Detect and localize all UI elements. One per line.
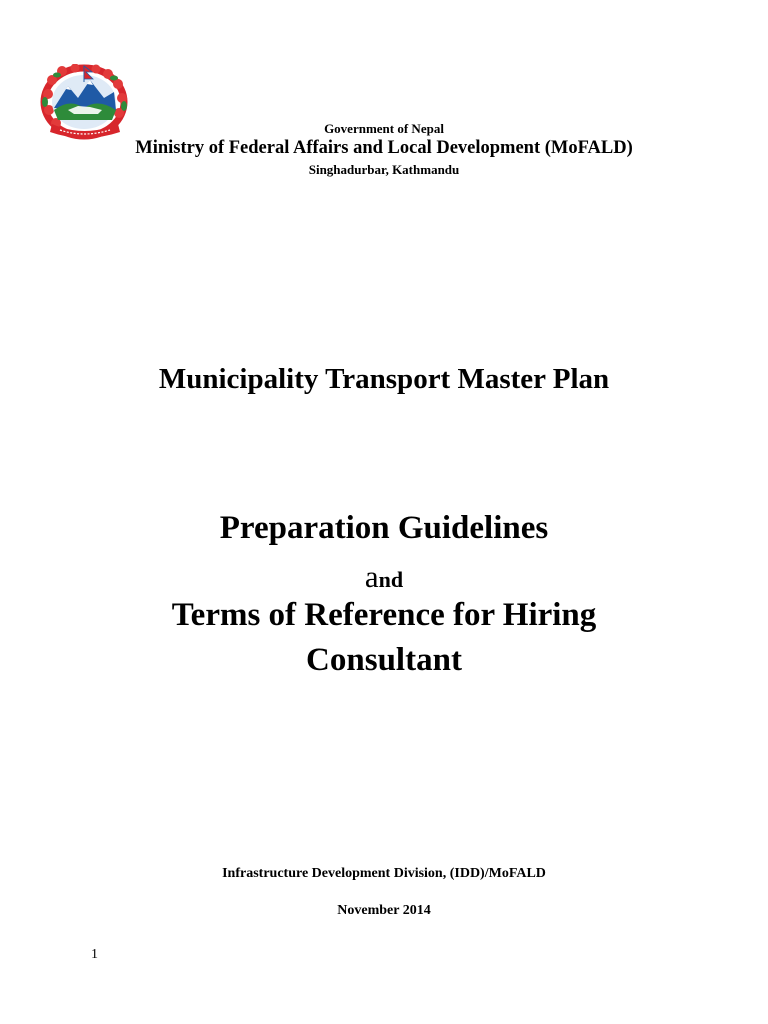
ministry-name: Ministry of Federal Affairs and Local Development (MoFALD) [135,138,633,158]
document-title-line2: Terms of Reference for Hiring [171,597,597,633]
publication-date: November 2014 [337,903,431,918]
ministry-address: Singhadurbar, Kathmandu [308,162,460,177]
division-name: Infrastructure Development Division, (IDD)/MoFALD [222,866,546,881]
government-name: Government of Nepal [324,121,444,136]
page-number: 1 [91,947,98,962]
document-title-line1: Preparation Guidelines [219,510,549,546]
document-title-and [0,559,768,595]
document-plan-title: Municipality Transport Master Plan [158,363,610,395]
document-title-line3: Consultant [306,642,462,678]
and-first-letter: a [364,559,379,594]
and-rest: nd [378,567,404,592]
